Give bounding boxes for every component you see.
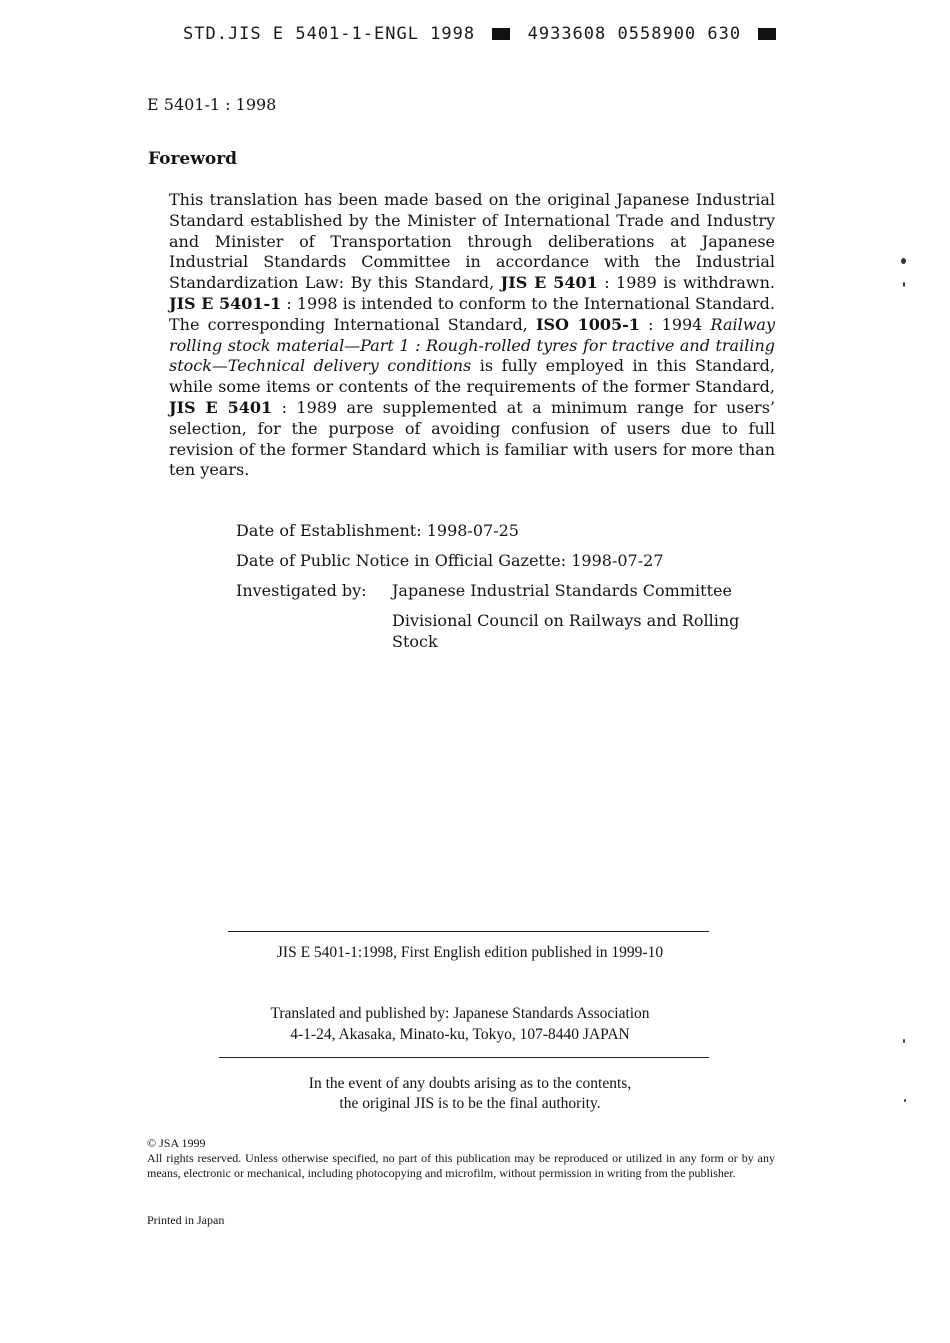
foreword-text: : 1989 are supplemented at a minimum range for users’ selection, for the purpose of avoiding confusion of users due to full revision of the former Standard which is familiar with users for more than ten years. [169,397,776,480]
iso-title: Railway rolling stock material—Part 1 : Rough-rolled tyres for tractive and trailing stock—Technical delivery conditions [169,314,776,376]
scan-speck-icon [904,1099,906,1102]
scan-speck-icon [903,282,905,287]
notice-value: 1998-07-27 [571,551,664,570]
foreword-text: : 1994 [639,314,711,334]
printed-in: Printed in Japan [147,1213,225,1227]
header-barcode-a: 4933608 [527,24,607,44]
header-barcode-c: 630 [707,24,742,44]
authority-line-1: In the event of any doubts arising as to the contents, [308,1075,632,1092]
investigated-by [236,581,367,600]
investigated-value-1: Japanese Industrial Standards Committee [392,581,732,600]
investigated-label: Investigated by: [236,581,367,600]
standard-ref: JIS E 5401 [169,397,273,417]
standard-ref: ISO 1005-1 [535,314,640,334]
scan-speck-icon [903,1039,905,1043]
copyright-line: © JSA 1999 [147,1136,206,1150]
publisher-line-1: Translated and published by: Japanese Standards Association [270,1005,650,1022]
establishment-date [236,521,519,540]
foreword-paragraph [169,190,775,481]
notice-label: Date of Public Notice in Official Gazette: [236,551,567,570]
foreword-text: : 1998 is intended to conform to the International Standard. The corresponding International Standard, [169,293,776,334]
barcode-block-icon [758,28,776,40]
document-number: E 5401-1 : 1998 [147,95,277,114]
page-header-code [183,24,782,44]
investigated-value-2: Divisional Council on Railways and Rolling Stock [392,611,740,651]
section-title: Foreword [148,149,238,169]
public-notice-date [236,551,664,570]
authority-line-2: the original JIS is to be the final authority. [339,1095,601,1112]
header-code: STD.JIS E 5401-1-ENGL 1998 [183,24,476,44]
standard-ref: JIS E 5401-1 [169,293,282,313]
scan-speck-icon [901,258,906,264]
foreword-text: : 1989 is withdrawn. [597,273,776,293]
standard-ref: JIS E 5401 [500,273,598,293]
rights-statement: All rights reserved. Unless otherwise specified, no part of this publication may be reproduced or utilized in any form or by any means, electronic or mechanical, including photocopying and microfilm, without permission in writing from the publisher. [147,1151,775,1180]
header-barcode-b: 0558900 [617,24,697,44]
edition-info: JIS E 5401-1:1998, First English edition published in 1999-10 [276,944,664,961]
divider [219,1057,709,1058]
barcode-block-icon [492,28,510,40]
divider [228,931,709,932]
foreword-text: is fully employed in this Standard, while some items or contents of the requirements of the former Standard, [169,356,775,397]
establishment-label: Date of Establishment: [236,521,422,540]
establishment-value: 1998-07-25 [426,521,519,540]
foreword-text: This translation has been made based on the original Japanese Industrial Standard established by the Minister of International Trade and Industry and Minister of Transportation through deliberations at Japanese Industrial Standards Committee in accordance with the Industrial Standardization Law: By this Standard, [169,190,775,293]
publisher-line-2: 4-1-24, Akasaka, Minato-ku, Tokyo, 107-8440 JAPAN [290,1026,630,1043]
